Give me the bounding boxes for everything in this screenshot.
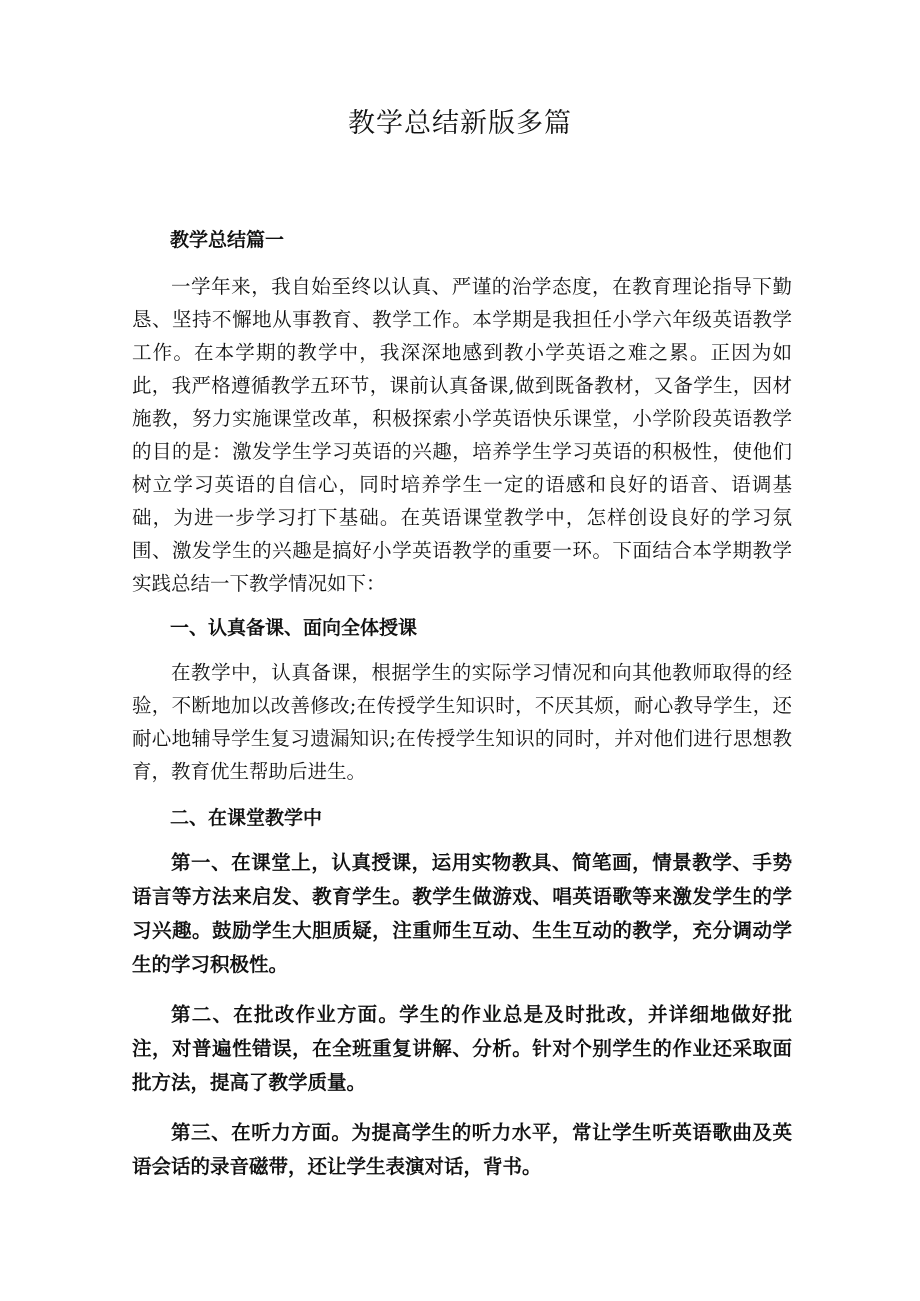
section1-paragraph: 在教学中，认真备课，根据学生的实际学习情况和向其他教师取得的经验，不断地加以改善修改;在传授学生知识时，不厌其烦，耐心教导学生，还耐心地辅导学生复习遗漏知识;在传授学生知识的同时，并对他们进行思想教育，教育优生帮助后进生。 — [132, 661, 792, 783]
section2-point-3: 第三、在听力方面。为提高学生的听力水平，常让学生听英语歌曲及英语会话的录音磁带，还让学生表演对话，背书。 — [132, 1121, 792, 1178]
section2-point-1: 第一、在课堂上，认真授课，运用实物教具、简笔画，情景教学、手势语言等方法来启发、教育学生。教学生做游戏、唱英语歌等来激发学生的学习兴趣。鼓励学生大胆质疑，注重师生互动、生生互动的教学，充分调动学生的学习积极性。 — [132, 851, 792, 976]
intro-paragraph: 一学年来，我自始至终以认真、严谨的治学态度，在教育理论指导下勤恳、坚持不懈地从事教育、教学工作。本学期是我担任小学六年级英语教学工作。在本学期的教学中，我深深地感到教小学英语之难之累。正因为如此，我严格遵循教学五环节，课前认真备课,做到既备教材，又备学生，因材施教，努力实施课堂改革，积极探索小学英语快乐课堂，小学阶段英语教学的目的是：激发学生学习英语的兴趣，培养学生学习英语的积极性，使他们树立学习英语的自信心，同时培养学生一定的语感和良好的语音、语调基础，为进一步学习打下基础。在英语课堂教学中，怎样创设良好的学习氛围、激发学生的兴趣是搞好小学英语教学的重要一环。下面结合本学期教学实践总结一下教学情况如下： — [132, 275, 792, 595]
document-title: 教学总结新版多篇 — [348, 108, 572, 139]
section2-heading: 二、在课堂教学中 — [170, 807, 323, 829]
part-heading: 教学总结篇一 — [170, 229, 285, 251]
document-body — [132, 224, 792, 1200]
section1-heading: 一、认真备课、面向全体授课 — [170, 617, 418, 639]
section2-point-2: 第二、在批改作业方面。学生的作业总是及时批改，并详细地做好批注，对普遍性错误，在全班重复讲解、分析。针对个别学生的作业还采取面批方法，提高了教学质量。 — [132, 1003, 792, 1094]
